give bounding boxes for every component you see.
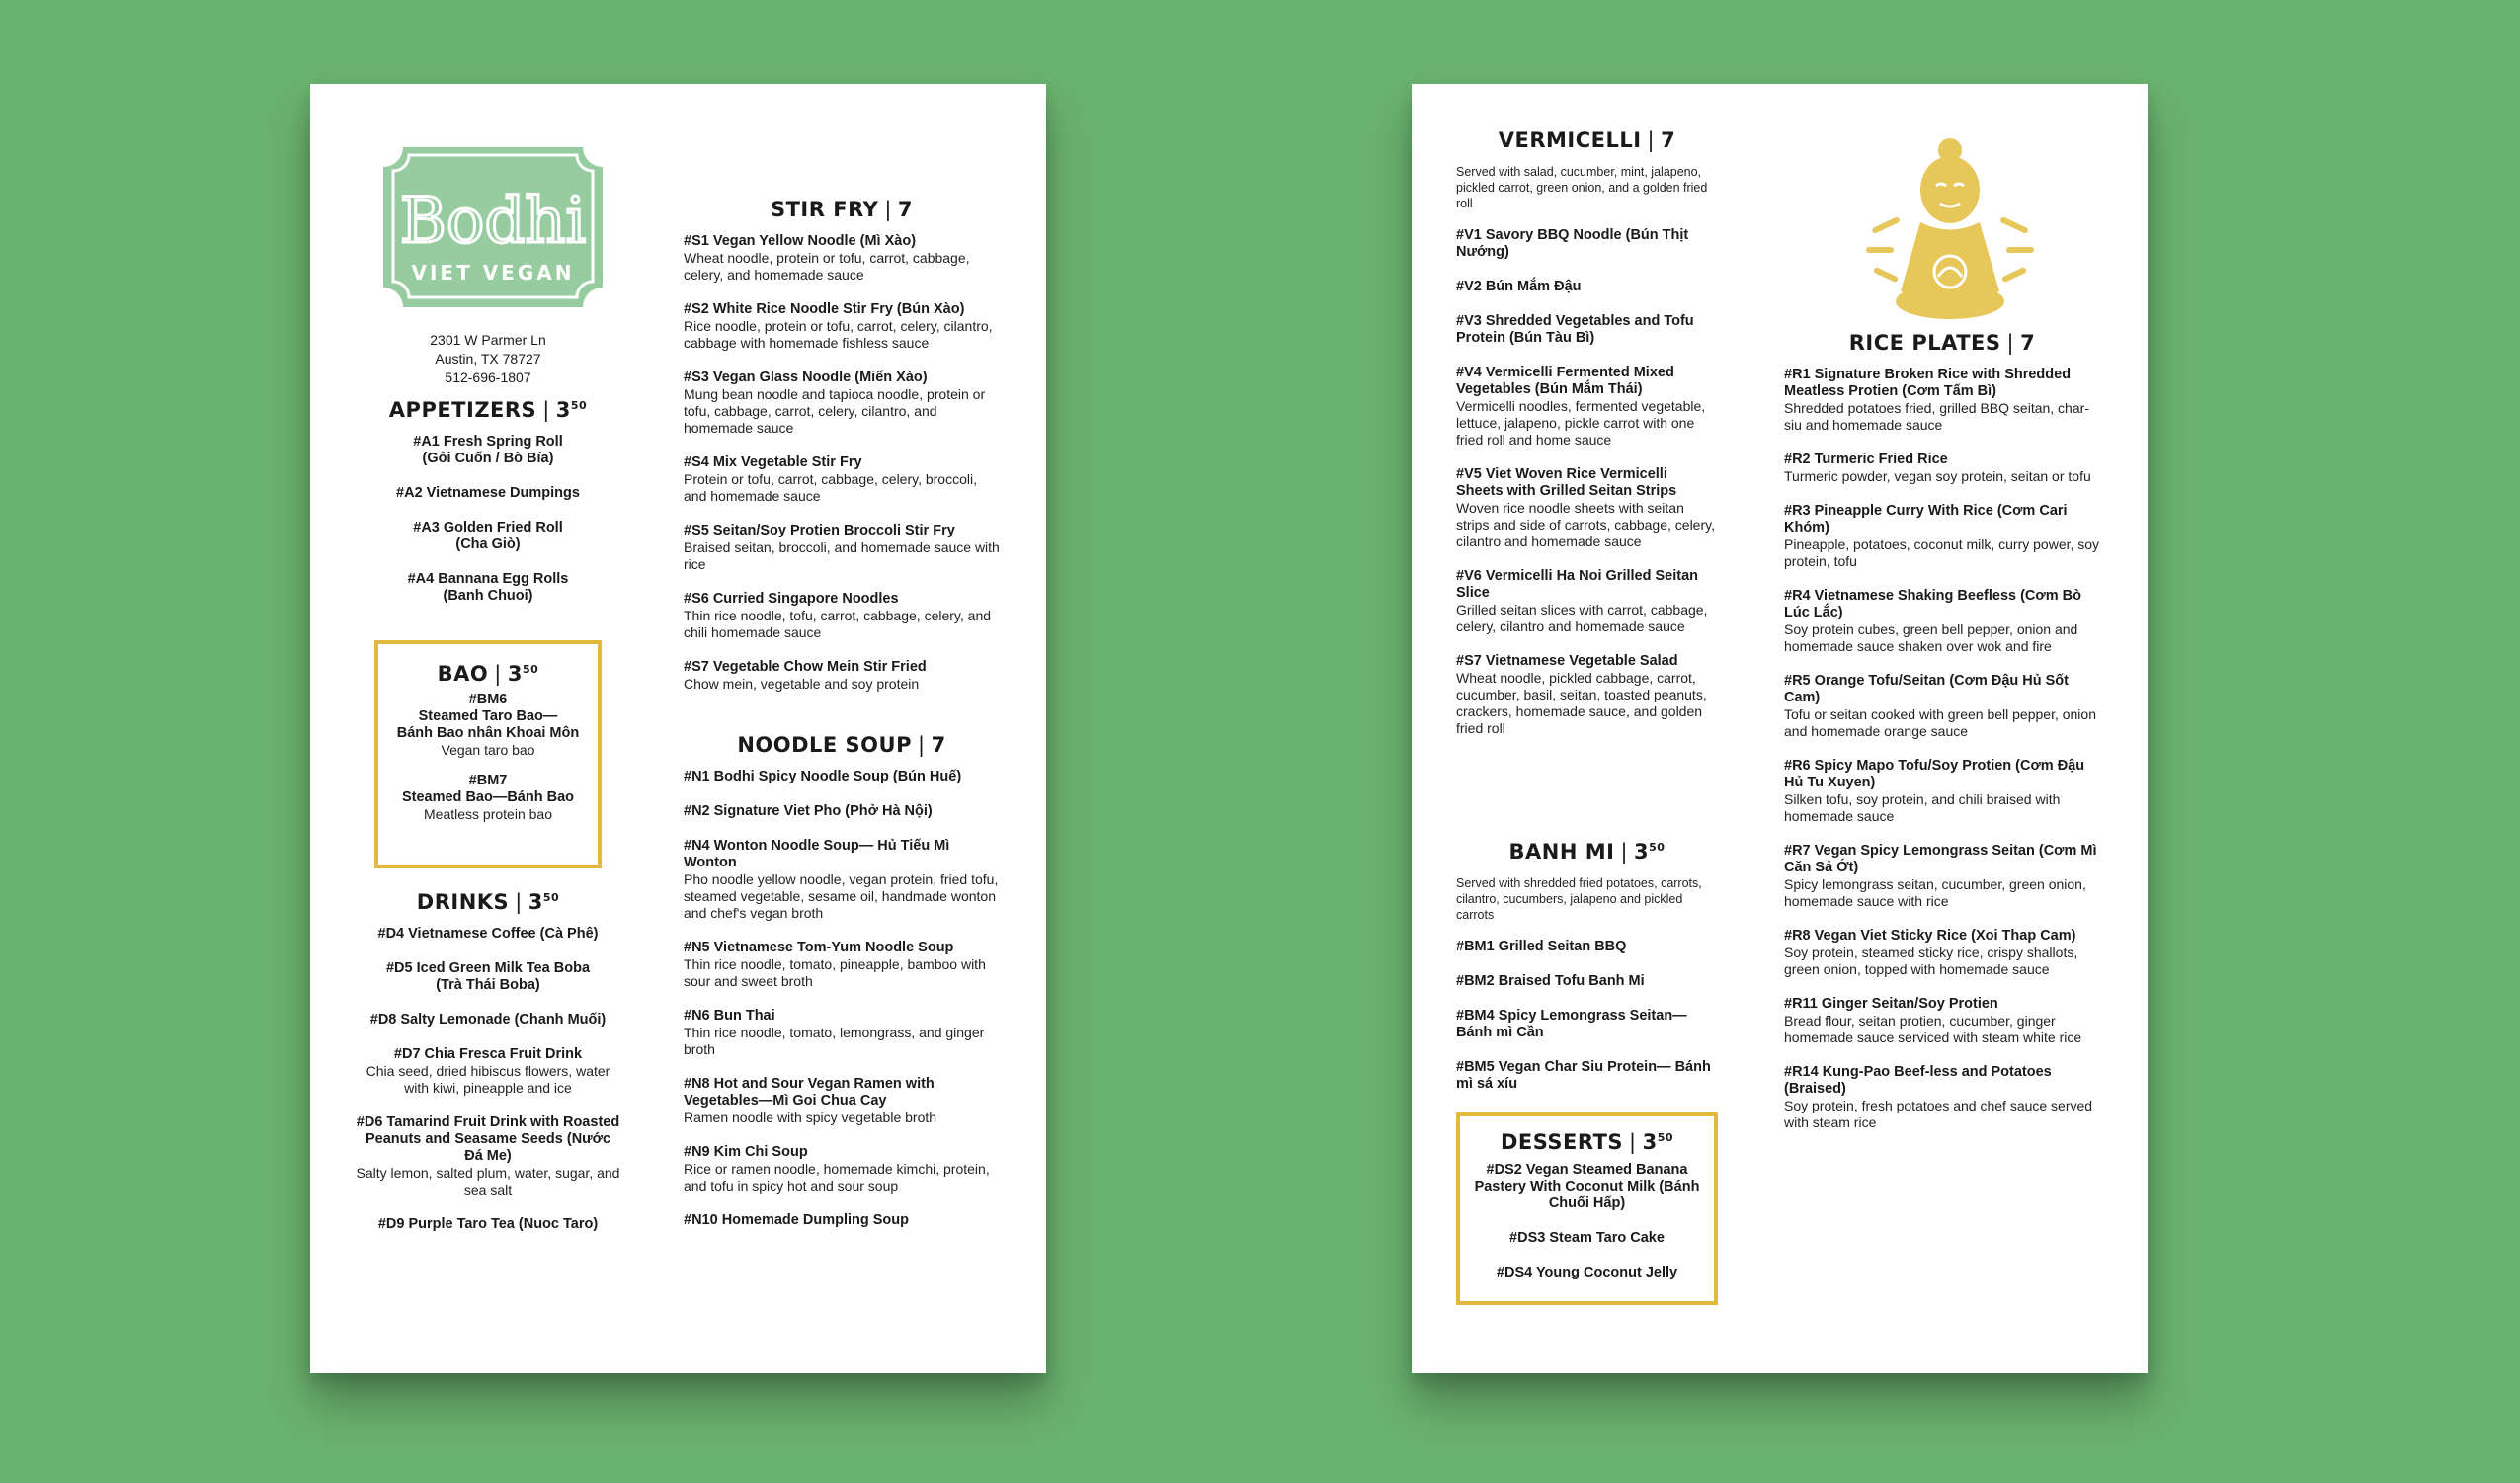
- buddha-illustration: [1851, 128, 2049, 326]
- phone-number: 512-696-1807: [445, 370, 531, 385]
- stir-fry-section: [684, 198, 1000, 710]
- menu-item: #DS2 Vegan Steamed Banana Pastery With Coconut Milk (Bánh Chuối Hấp): [1474, 1162, 1700, 1211]
- drinks-section: [355, 890, 621, 1251]
- menu-item: #V5 Viet Woven Rice Vermicelli Sheets with Grilled Seitan Strips Woven rice noodle sheets with seitan strips and side of carrots, cabbage, celery, cilantro and homemade sauce: [1456, 466, 1715, 549]
- drinks-title: DRINKS | $3^{50}$: [416, 890, 560, 914]
- menu-item: #N6 Bun Thai Thin rice noodle, tomato, lemongrass, and ginger broth: [684, 1008, 985, 1057]
- vermicelli-section: [1456, 128, 1718, 755]
- menu-item: #R8 Vegan Viet Sticky Rice (Xoi Thap Cam) Soy protein, steamed sticky rice, crispy shallots, green onion, topped with homemade sauce: [1784, 928, 2078, 977]
- banh-mi-section: [1456, 840, 1718, 1111]
- menu-item: #D5 Iced Green Milk Tea Boba (Trà Thái Boba): [385, 960, 591, 993]
- menu-item: #N2 Signature Viet Pho (Phở Hà Nội): [684, 803, 933, 819]
- menu-page-left: [310, 84, 1046, 1373]
- menu-item: #S5 Seitan/Soy Protien Broccoli Stir Fry Braised seitan, broccoli, and homemade sauce with rice: [684, 523, 1000, 572]
- menu-item: #D9 Purple Taro Tea (Nuoc Taro): [377, 1216, 599, 1232]
- menu-item: #BM7 Steamed Bao—Bánh Bao Meatless protein bao: [401, 773, 575, 822]
- menu-item: #V2 Bún Mắm Đậu: [1456, 279, 1582, 294]
- bao-title: BAO | $3^{50}$: [437, 662, 539, 686]
- menu-item: #R14 Kung-Pao Beef-less and Potatoes (Braised) Soy protein, fresh potatoes and chef sauce served with steam rice: [1784, 1064, 2093, 1130]
- menu-item: #BM6 Steamed Taro Bao— Bánh Bao nhân Khoai Môn Vegan taro bao: [396, 692, 580, 758]
- logo-wordmark: Bodhi: [399, 185, 587, 258]
- menu-item: #BM5 Vegan Char Siu Protein— Bánh mì sá xíu: [1456, 1059, 1711, 1092]
- menu-item: #A1 Fresh Spring Roll (Gỏi Cuốn / Bò Bía): [413, 434, 563, 466]
- vermicelli-note: Served with salad, cucumber, mint, jalapeno, pickled carrot, green onion, and a golden fried roll: [1456, 165, 1708, 210]
- menu-item: #S2 White Rice Noodle Stir Fry (Bún Xào) Rice noodle, protein or tofu, carrot, celery, cilantro, cabbage with homemade fishless sauce: [684, 301, 993, 351]
- appetizers-title: APPETIZERS | $3^{50}$: [388, 398, 588, 422]
- banh-mi-note: Served with shredded fried potatoes, carrots, cilantro, cucumbers, jalapeno and pickled carrots: [1456, 876, 1702, 922]
- menu-item: #R11 Ginger Seitan/Soy Protien Bread flour, seitan protien, cucumber, ginger homemade sauce serviced with steam white rice: [1784, 996, 2082, 1045]
- menu-page-right: [1412, 84, 2148, 1373]
- menu-item: #R5 Orange Tofu/Seitan (Cơm Đậu Hủ Sốt Cam) Tofu or seitan cooked with green bell pepper, onion and homemade orange sauce: [1784, 673, 2096, 739]
- desserts-title: DESSERTS | $3^{50}$: [1500, 1130, 1674, 1154]
- desserts-section: [1456, 1112, 1718, 1305]
- rice-plates-title: RICE PLATES | 7: [1848, 331, 2036, 355]
- noodle-soup-section: [684, 733, 1000, 1247]
- restaurant-address: [369, 331, 607, 387]
- bao-section: [374, 640, 602, 868]
- menu-item: #S7 Vegetable Chow Mein Stir Fried Chow mein, vegetable and soy protein: [684, 659, 927, 692]
- logo-tagline: VIET VEGAN: [411, 261, 575, 285]
- menu-item: #N10 Homemade Dumpling Soup: [684, 1212, 910, 1228]
- menu-item: #A3 Golden Fried Roll (Cha Giò): [413, 520, 563, 552]
- menu-item: #A2 Vietnamese Dumpings: [396, 485, 580, 501]
- menu-item: #N4 Wonton Noodle Soup— Hủ Tiếu Mì Wonton Pho noodle yellow noodle, vegan protein, fried tofu, steamed vegetable, sesame oil, handmade wonton and chef's vegan broth: [684, 838, 999, 921]
- menu-item: #R4 Vietnamese Shaking Beefless (Cơm Bò Lúc Lắc) Soy protein cubes, green bell pepper, onion and homemade sauce shaken over wok and fire: [1784, 588, 2081, 654]
- menu-item: #A4 Bannana Egg Rolls (Banh Chuoi): [407, 571, 569, 604]
- address-line-2: Austin, TX 78727: [435, 351, 541, 367]
- vermicelli-title: VERMICELLI | 7: [1498, 128, 1676, 152]
- menu-item: #N1 Bodhi Spicy Noodle Soup (Bún Huế): [684, 769, 962, 784]
- bodhi-logo: [379, 143, 607, 311]
- menu-item: #V4 Vermicelli Fermented Mixed Vegetables (Bún Mắm Thái) Vermicelli noodles, fermented vegetable, lettuce, jalapeno, pickle carrot with one fried roll and home sauce: [1456, 365, 1706, 448]
- menu-item: #V1 Savory BBQ Noodle (Bún Thịt Nướng): [1456, 227, 1689, 260]
- stir-fry-title: STIR FRY | 7: [770, 198, 914, 221]
- menu-item: #BM1 Grilled Seitan BBQ: [1456, 939, 1627, 954]
- address-line-1: 2301 W Parmer Ln: [430, 332, 546, 348]
- menu-item: #D8 Salty Lemonade (Chanh Muối): [369, 1012, 607, 1028]
- menu-item: #DS4 Young Coconut Jelly: [1496, 1265, 1678, 1280]
- menu-item: #V6 Vermicelli Ha Noi Grilled Seitan Slice Grilled seitan slices with carrot, cabbage, celery, cilantro and homemade sauce: [1456, 568, 1708, 634]
- appetizers-section: [355, 398, 621, 622]
- menu-item: #N5 Vietnamese Tom-Yum Noodle Soup Thin rice noodle, tomato, pineapple, bamboo with sour and sweet broth: [684, 940, 986, 989]
- banh-mi-title: BANH MI | $3^{50}$: [1508, 840, 1666, 864]
- menu-item: #D4 Vietnamese Coffee (Cà Phê): [377, 926, 599, 942]
- menu-item: #R6 Spicy Mapo Tofu/Soy Protien (Cơm Đậu Hủ Tu Xuyen) Silken tofu, soy protein, and chili braised with homemade sauce: [1784, 758, 2085, 824]
- menu-item: #S1 Vegan Yellow Noodle (Mì Xào) Wheat noodle, protein or tofu, carrot, cabbage, celery, and homemade sauce: [684, 233, 970, 283]
- menu-item: #BM2 Braised Tofu Banh Mi: [1456, 973, 1645, 989]
- rice-plates-section: [1784, 331, 2100, 1149]
- menu-item: #S6 Curried Singapore Noodles Thin rice noodle, tofu, carrot, cabbage, celery, and chili homemade sauce: [684, 591, 992, 640]
- menu-item: #R1 Signature Broken Rice with Shredded Meatless Protien (Cơm Tấm Bì) Shredded potatoes fried, grilled BBQ seitan, char-siu and homemade sauce: [1784, 367, 2089, 433]
- menu-item: #DS3 Steam Taro Cake: [1509, 1230, 1665, 1246]
- menu-item: #S3 Vegan Glass Noodle (Miến Xào) Mung bean noodle and tapioca noodle, protein or tofu, cabbage, carrot, celery, cilantro, and homemade sauce: [684, 370, 986, 436]
- menu-item: #V3 Shredded Vegetables and Tofu Protein (Bún Tàu Bì): [1456, 313, 1694, 346]
- menu-item: #D7 Chia Fresca Fruit Drink Chia seed, dried hibiscus flowers, water with kiwi, pineapple and ice: [366, 1046, 610, 1096]
- menu-item: #S7 Vietnamese Vegetable Salad Wheat noodle, pickled cabbage, carrot, cucumber, basil, seitan, toasted peanuts, crackers, homemade sauce, and golden fried roll: [1456, 653, 1707, 736]
- menu-item: #N9 Kim Chi Soup Rice or ramen noodle, homemade kimchi, protein, and tofu in spicy hot and sour soup: [684, 1144, 990, 1194]
- menu-item: #S4 Mix Vegetable Stir Fry Protein or tofu, carrot, cabbage, celery, broccoli, and homemade sauce: [684, 454, 977, 504]
- menu-item: #R2 Turmeric Fried Rice Turmeric powder, vegan soy protein, seitan or tofu: [1784, 452, 2091, 484]
- menu-item: #R7 Vegan Spicy Lemongrass Seitan (Cơm Mì Căn Sả Ớt) Spicy lemongrass seitan, cucumber, green onion, homemade sauce with rice: [1784, 843, 2097, 909]
- menu-item: #R3 Pineapple Curry With Rice (Cơm Cari Khóm) Pineapple, potatoes, coconut milk, curry power, soy protein, tofu: [1784, 503, 2100, 569]
- menu-item: #N8 Hot and Sour Vegan Ramen with Vegetables—Mì Goi Chua Cay Ramen noodle with spicy vegetable broth: [684, 1076, 937, 1125]
- menu-item: #D6 Tamarind Fruit Drink with Roasted Peanuts and Seasame Seeds (Nước Đá Me) Salty lemon, salted plum, water, sugar, and sea salt: [356, 1114, 620, 1197]
- noodle-soup-title: NOODLE SOUP | 7: [737, 733, 946, 757]
- menu-item: #BM4 Spicy Lemongrass Seitan— Bánh mì Cần: [1456, 1008, 1687, 1040]
